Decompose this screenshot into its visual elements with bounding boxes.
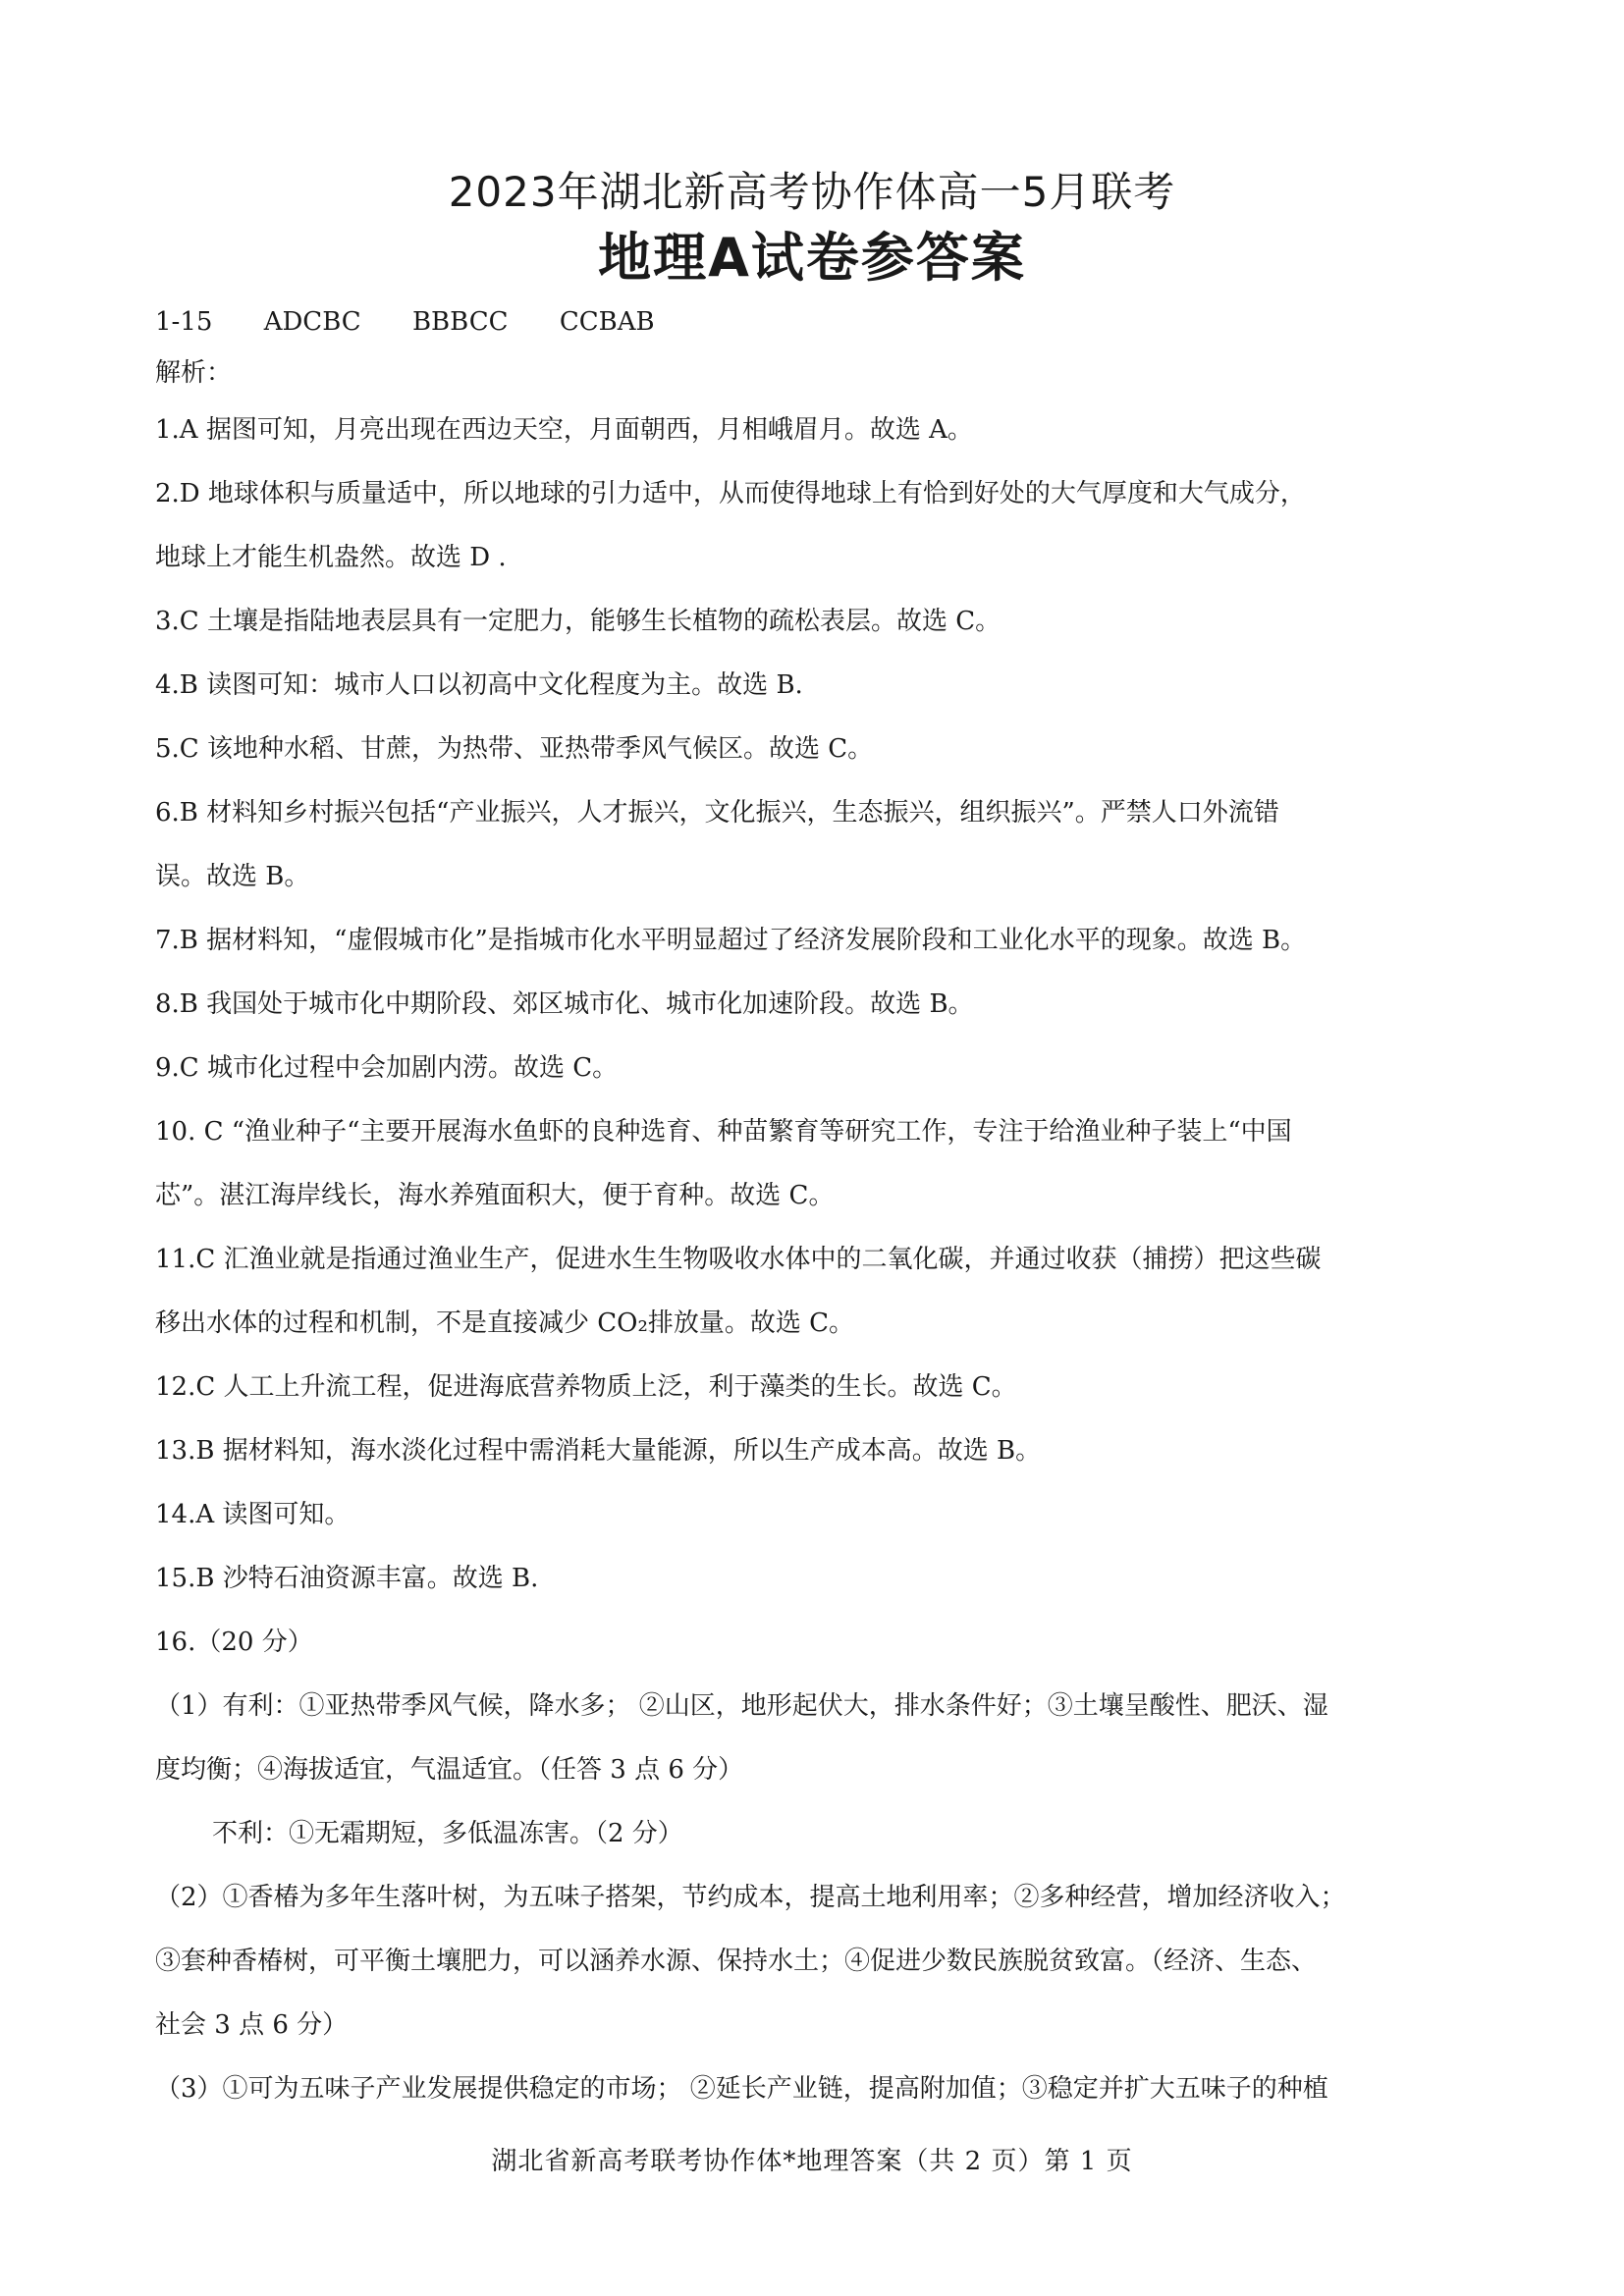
- analysis-line-q5: 5.C 该地种水稻、甘蔗，为热带、亚热带季风气候区。故选 C。: [155, 734, 874, 764]
- answer-group-3: CCBAB: [559, 307, 655, 337]
- q16-part3-line1: （3）①可为五味子产业发展提供稳定的市场； ②延长产业链，提高附加值；③稳定并扩大五味子的种植: [155, 2074, 1328, 2104]
- analysis-line-q10: 10. C “渔业种子“主要开展海水鱼虾的良种选育、种苗繁育等研究工作，专注于给渔业种子装上“中国: [155, 1117, 1292, 1147]
- answer-group-2: BBBCC: [411, 307, 509, 337]
- page-footer: 湖北省新高考联考协作体*地理答案（共 2 页）第 1 页: [491, 2147, 1133, 2176]
- document-body: [155, 296, 1490, 2121]
- q16-part2-line3: 社会 3 点 6 分）: [155, 2010, 349, 2040]
- analysis-line-q14: 14.A 读图可知。: [155, 1500, 351, 1529]
- q16-part1-line2: 度均衡；④海拔适宜，气温适宜。（任答 3 点 6 分）: [155, 1755, 744, 1785]
- analysis-line-q9: 9.C 城市化过程中会加剧内涝。故选 C。: [155, 1053, 619, 1083]
- analysis-line-q3: 3.C 土壤是指陆地表层具有一定肥力，能够生长植物的疏松表层。故选 C。: [155, 607, 1001, 636]
- analysis-line-q12: 12.C 人工上升流工程，促进海底营养物质上泛，利于藻类的生长。故选 C。: [155, 1372, 1017, 1402]
- analysis-line-q10-cont: 芯”。湛江海岸线长，海水养殖面积大，便于育种。故选 C。: [155, 1181, 835, 1210]
- analysis-line-q13: 13.B 据材料知，海水淡化过程中需消耗大量能源，所以生产成本高。故选 B。: [155, 1436, 1042, 1466]
- q16-part2-line1: （2）①香椿为多年生落叶树，为五味子搭架，节约成本，提高土地利用率；②多种经营，增加经济收入；: [155, 1883, 1346, 1912]
- analysis-line-q11-cont: 移出水体的过程和机制，不是直接减少 CO₂排放量。故选 C。: [155, 1308, 855, 1338]
- answer-key-title: 地理A试卷参答案: [598, 227, 1026, 289]
- analysis-label: 解析：: [155, 358, 233, 388]
- q16-part2-line2: ③套种香椿树，可平衡土壤肥力，可以涵养水源、保持水土；④促进少数民族脱贫致富。（经济、生态、: [155, 1947, 1318, 1976]
- q16-part1-disadvantage: 不利：①无霜期短，多低温冻害。（2 分）: [212, 1819, 683, 1848]
- analysis-line-q6: 6.B 材料知乡村振兴包括“产业振兴，人才振兴，文化振兴，生态振兴，组织振兴”。严禁人口外流错: [155, 798, 1279, 828]
- answer-key-row: [155, 296, 1490, 347]
- exam-title: 2023年湖北新高考协作体高一5月联考: [448, 168, 1176, 216]
- analysis-line-q11: 11.C 汇渔业就是指通过渔业生产，促进水生生物吸收水体中的二氧化碳，并通过收获（捕捞）把这些碳: [155, 1245, 1322, 1274]
- analysis-line-q2-cont: 地球上才能生机盎然。故选 D .: [155, 543, 507, 572]
- analysis-line-q7: 7.B 据材料知，“虚假城市化”是指城市化水平明显超过了经济发展阶段和工业化水平的现象。故选 B。: [155, 926, 1307, 955]
- analysis-line-q15: 15.B 沙特石油资源丰富。故选 B.: [155, 1564, 539, 1593]
- analysis-line-q4: 4.B 读图可知：城市人口以初高中文化程度为主。故选 B.: [155, 670, 803, 700]
- answer-range: 1-15: [155, 307, 213, 337]
- analysis-line-q2: 2.D 地球体积与质量适中，所以地球的引力适中，从而使得地球上有恰到好处的大气厚度和大气成分，: [155, 479, 1306, 508]
- q16-part1-line1: （1）有利：①亚热带季风气候，降水多； ②山区，地形起伏大，排水条件好；③土壤呈酸性、肥沃、湿: [155, 1691, 1328, 1721]
- analysis-line-q8: 8.B 我国处于城市化中期阶段、郊区城市化、城市化加速阶段。故选 B。: [155, 989, 974, 1019]
- answer-group-1: ADCBC: [263, 307, 361, 337]
- analysis-line-q1: 1.A 据图可知，月亮出现在西边天空，月面朝西，月相峨眉月。故选 A。: [155, 415, 973, 445]
- analysis-line-q6-cont: 误。故选 B。: [155, 862, 310, 891]
- question-16-heading: 16.（20 分）: [155, 1628, 313, 1657]
